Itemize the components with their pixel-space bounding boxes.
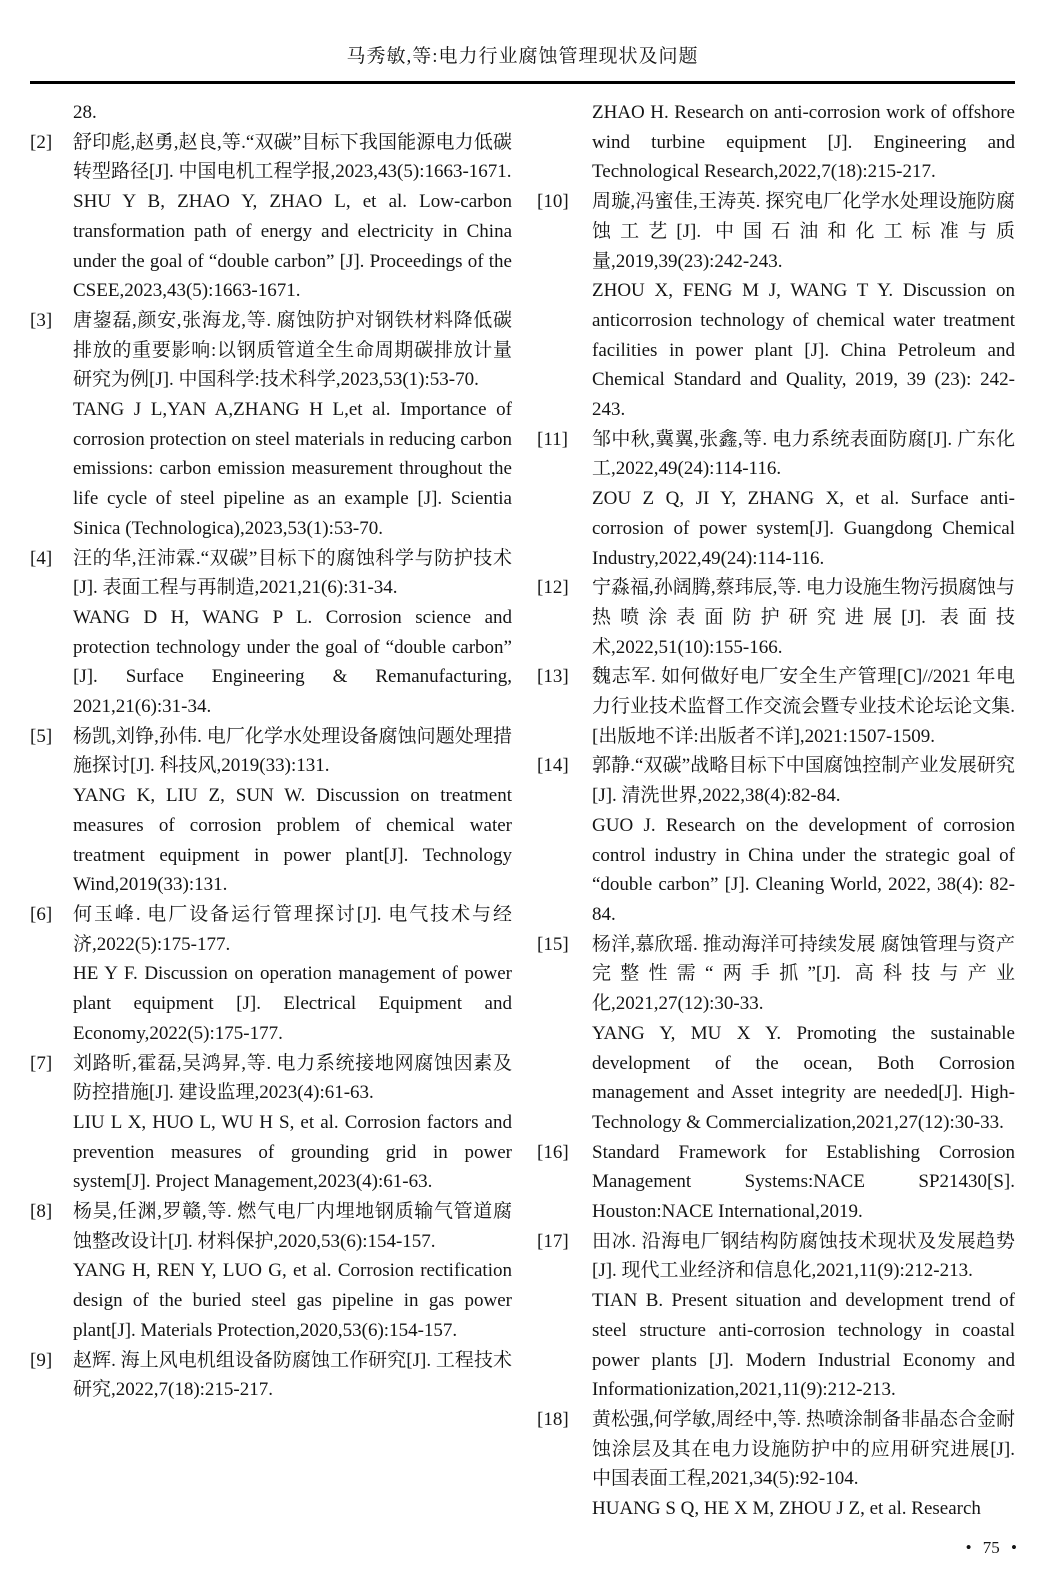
reference-entry <box>537 751 1015 929</box>
reference-entry <box>30 1197 512 1346</box>
references-column-right <box>537 98 1015 1524</box>
reference-paragraph: HUANG S Q, HE X M, ZHOU J Z, et al. Research <box>592 1498 981 1520</box>
reference-label: [4] <box>30 547 53 569</box>
reference-label: [6] <box>30 903 53 925</box>
header-rule <box>30 81 1015 84</box>
reference-paragraph: GUO J. Research on the development of corrosion control industry in China under the strategic goal of “double carbon” [J]. Cleaning World, 2022, 38(4): 82-84. <box>592 814 1015 925</box>
reference-paragraph: 刘路昕,霍磊,吴鸿昇,等. 电力系统接地网腐蚀因素及防控措施[J]. 建设监理,2023(4):61-63. <box>73 1052 512 1104</box>
reference-body <box>592 1138 1015 1227</box>
reference-paragraph: 杨昊,任渊,罗赣,等. 燃气电厂内埋地钢质输气管道腐蚀整改设计[J]. 材料保护,2020,53(6):154-157. <box>73 1201 512 1252</box>
reference-body <box>73 1346 512 1405</box>
reference-body <box>592 573 1015 662</box>
reference-entry <box>537 662 1015 751</box>
reference-entry <box>30 98 512 128</box>
reference-label: [8] <box>30 1201 53 1223</box>
running-title: 马秀敏,等:电力行业腐蚀管理现状及问题 <box>346 46 699 67</box>
reference-label: [18] <box>537 1408 569 1430</box>
reference-paragraph: 郭静.“双碳”战略目标下中国腐蚀控制产业发展研究[J]. 清洗世界,2022,38(4):82-84. <box>592 755 1015 807</box>
reference-paragraph: 舒印彪,赵勇,赵良,等.“双碳”目标下我国能源电力低碳转型路径[J]. 中国电机工程学报,2023,43(5):1663-1671. <box>73 131 512 183</box>
reference-label: [5] <box>30 725 53 747</box>
reference-body <box>592 425 1015 574</box>
reference-paragraph: 28. <box>73 102 97 123</box>
reference-label: [15] <box>537 933 569 955</box>
reference-body <box>592 98 1015 187</box>
reference-body <box>592 187 1015 425</box>
reference-label: [9] <box>30 1349 53 1371</box>
reference-paragraph: 魏志军. 如何做好电厂安全生产管理[C]//2021 年电力行业技术监督工作交流会暨专业技术论坛论文集.[出版地不详:出版者不详],2021:1507-1509. <box>592 666 1015 747</box>
reference-paragraph: ZHAO H. Research on anti-corrosion work of offshore wind turbine equipment [J]. Engineering and Technological Research,2022,7(18):215-217. <box>592 102 1015 183</box>
reference-entry <box>537 187 1015 425</box>
references-section <box>30 98 1015 1524</box>
reference-entry <box>30 900 512 1049</box>
reference-entry <box>30 306 512 544</box>
reference-paragraph: YANG H, REN Y, LUO G, et al. Corrosion rectification design of the buried steel gas pipeline in gas power plant[J]. Materials Protection,2020,53(6):154-157. <box>73 1260 512 1341</box>
reference-body <box>73 900 512 1049</box>
reference-entry <box>30 722 512 900</box>
reference-body <box>73 98 512 128</box>
reference-label: [3] <box>30 309 53 331</box>
reference-entry <box>537 98 1015 187</box>
reference-entry <box>537 573 1015 662</box>
reference-label: [12] <box>537 577 569 599</box>
reference-body <box>592 1227 1015 1405</box>
reference-entry <box>537 425 1015 574</box>
reference-entry <box>537 1138 1015 1227</box>
reference-entry <box>537 930 1015 1138</box>
reference-label: [16] <box>537 1141 569 1163</box>
reference-entry <box>537 1227 1015 1405</box>
reference-body <box>592 930 1015 1138</box>
reference-entry <box>30 1346 512 1405</box>
reference-paragraph: ZOU Z Q, JI Y, ZHANG X, et al. Surface anti-corrosion of power system[J]. Guangdong Chemical Industry,2022,49(24):114-116. <box>592 488 1015 569</box>
reference-label: [17] <box>537 1230 569 1252</box>
reference-body <box>73 128 512 306</box>
reference-paragraph: WANG D H, WANG P L. Corrosion science and protection technology under the goal of “double carbon” [J]. Surface Engineering & Remanufacturing, 2021,21(6):31-34. <box>73 606 512 718</box>
reference-entry <box>30 128 512 306</box>
reference-paragraph: 唐鋆磊,颜安,张海龙,等. 腐蚀防护对钢铁材料降低碳排放的重要影响:以钢质管道全生命周期碳排放计量研究为例[J]. 中国科学:技术科学,2023,53(1):53-70. <box>73 309 512 391</box>
reference-paragraph: 杨凯,刘铮,孙伟. 电厂化学水处理设备腐蚀问题处理措施探讨[J]. 科技风,2019(33):131. <box>73 725 512 777</box>
reference-paragraph: TANG J L,YAN A,ZHANG H L,et al. Importance of corrosion protection on steel materials in reducing carbon emissions: carbon emission measurement throughout the life cycle of steel pipeline as an example [J]. Scientia Sinica (Technologica),2023,53(1):53-70. <box>73 399 512 539</box>
reference-paragraph: HE Y F. Discussion on operation management of power plant equipment [J]. Electrical Equipment and Economy,2022(5):175-177. <box>73 963 512 1044</box>
reference-paragraph: YANG Y, MU X Y. Promoting the sustainable development of the ocean, Both Corrosion management and Asset integrity are needed[J]. High-Technology & Commercialization,2021,27(12):30-33. <box>592 1022 1015 1133</box>
reference-label: [11] <box>537 428 568 450</box>
reference-paragraph: YANG K, LIU Z, SUN W. Discussion on treatment measures of corrosion problem of chemical water treatment equipment in power plant[J]. Technology Wind,2019(33):131. <box>73 785 512 896</box>
reference-paragraph: 汪的华,汪沛霖.“双碳”目标下的腐蚀科学与防护技术[J]. 表面工程与再制造,2021,21(6):31-34. <box>73 547 512 599</box>
reference-body <box>73 1049 512 1198</box>
reference-paragraph: 宁淼福,孙阔腾,蔡玮辰,等. 电力设施生物污损腐蚀与热喷涂表面防护研究进展[J]. 表面技术,2022,51(10):155-166. <box>592 577 1015 658</box>
reference-paragraph: 赵辉. 海上风电机组设备防腐蚀工作研究[J]. 工程技术研究,2022,7(18):215-217. <box>73 1349 512 1401</box>
reference-paragraph: 黄松强,何学敏,周经中,等. 热喷涂制备非晶态合金耐蚀涂层及其在电力设施防护中的应用研究进展[J]. 中国表面工程,2021,34(5):92-104. <box>592 1408 1015 1490</box>
reference-paragraph: TIAN B. Present situation and development trend of steel structure anti-corrosion technology in coastal power plants [J]. Modern Industrial Economy and Informationization,2021,11(9):212-213. <box>592 1290 1015 1401</box>
reference-body <box>73 306 512 544</box>
reference-label: [10] <box>537 191 569 213</box>
reference-entry <box>30 544 512 722</box>
reference-body <box>73 544 512 722</box>
reference-label: [2] <box>30 131 53 153</box>
reference-body <box>592 751 1015 929</box>
reference-body <box>592 662 1015 751</box>
reference-paragraph: SHU Y B, ZHAO Y, ZHAO L, et al. Low-carbon transformation path of energy and electricity in China under the goal of “double carbon” [J]. Proceedings of the CSEE,2023,43(5):1663-1671. <box>73 191 512 302</box>
reference-label: [14] <box>537 755 569 777</box>
reference-entry <box>537 1405 1015 1524</box>
reference-label: [7] <box>30 1052 53 1074</box>
reference-body <box>592 1405 1015 1524</box>
page-number: • 75 • <box>965 1538 1017 1557</box>
reference-paragraph: 田冰. 沿海电厂钢结构防腐蚀技术现状及发展趋势[J]. 现代工业经济和信息化,2021,11(9):212-213. <box>592 1230 1015 1282</box>
reference-paragraph: 周璇,冯蜜佳,王涛英. 探究电厂化学水处理设施防腐蚀工艺[J]. 中国石油和化工标准与质量,2019,39(23):242-243. <box>592 191 1015 272</box>
reference-paragraph: LIU L X, HUO L, WU H S, et al. Corrosion factors and prevention measures of grounding grid in power system[J]. Project Management,2023(4):61-63. <box>73 1111 512 1193</box>
reference-paragraph: 何玉峰. 电厂设备运行管理探讨[J]. 电气技术与经济,2022(5):175-177. <box>73 903 512 955</box>
reference-paragraph: ZHOU X, FENG M J, WANG T Y. Discussion on anticorrosion technology of chemical water treatment facilities in power plant [J]. China Petroleum and Chemical Standard and Quality, 2019, 39 (23): 242-243. <box>592 280 1015 421</box>
reference-entry <box>30 1049 512 1198</box>
reference-body <box>73 722 512 900</box>
reference-label: [13] <box>537 666 569 688</box>
reference-paragraph: 杨洋,慕欣瑶. 推动海洋可持续发展 腐蚀管理与资产完整性需“两手抓”[J]. 高科技与产业化,2021,27(12):30-33. <box>592 933 1015 1015</box>
reference-paragraph: Standard Framework for Establishing Corrosion Management Systems:NACE SP21430[S]. Houston:NACE International,2019. <box>592 1141 1015 1223</box>
reference-paragraph: 邹中秋,冀翼,张鑫,等. 电力系统表面防腐[J]. 广东化工,2022,49(24):114-116. <box>592 428 1015 480</box>
reference-body <box>73 1197 512 1346</box>
references-column-left <box>30 98 512 1524</box>
